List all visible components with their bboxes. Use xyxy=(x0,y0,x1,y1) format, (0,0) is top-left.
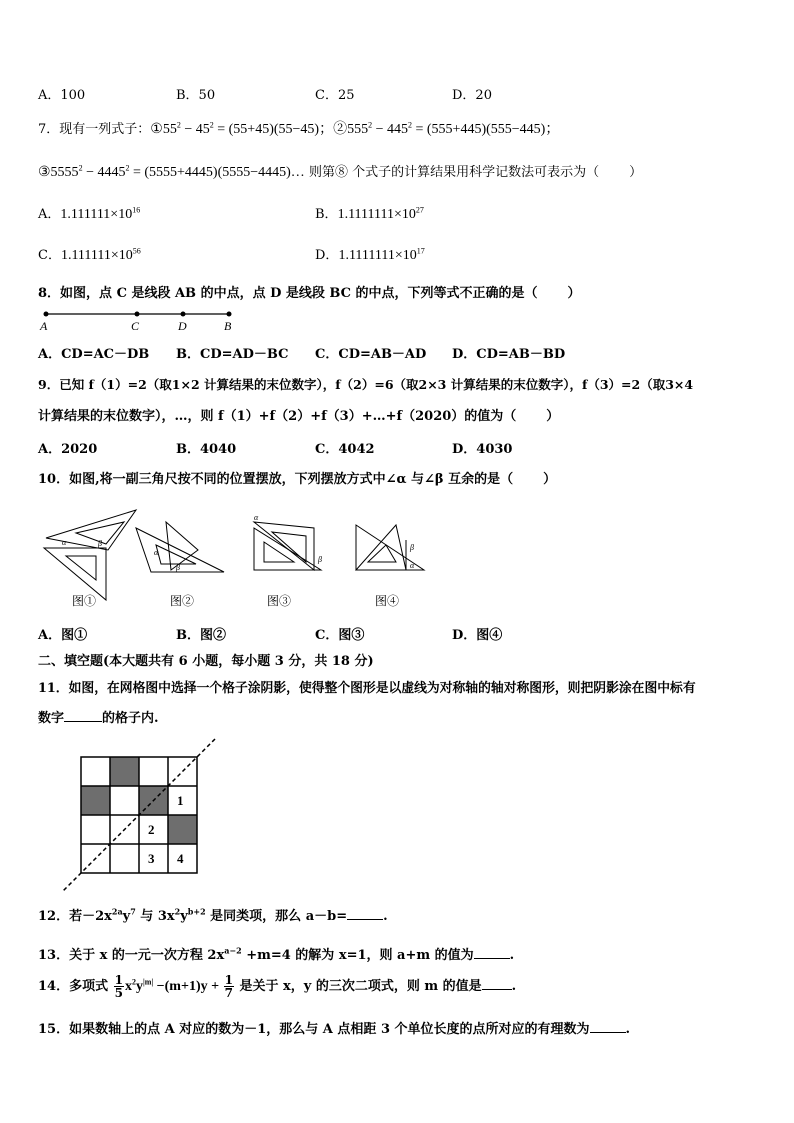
svg-text:α: α xyxy=(254,513,259,522)
q7-option-d: D．$1.1111111\times 10^{17}$ xyxy=(315,246,425,263)
q13: 13．关于 x 的一元一次方程 $2x^{a-2} +m=4$ 的解为 x=1，则 a+m 的值为 . xyxy=(38,945,515,963)
fig-label-2: 图② xyxy=(170,594,195,608)
svg-text:β: β xyxy=(176,563,180,572)
point-c xyxy=(135,312,140,317)
fig2 xyxy=(136,522,224,572)
q7-option-c: C．$1.111111\times 10^{56}$ xyxy=(38,246,141,263)
q15: 15．如果数轴上的点 A 对应的数为－1，那么与 A 点相距 3 个单位长度的点所对应的有理数为 . xyxy=(38,1022,631,1037)
q7-line2: $③5555^2 - 4445^2$ = (5555+4445)(5555−4445)… 则第⑧ 个式子的计算结果用科学记数法可表示为（ ） xyxy=(38,163,643,180)
q8-option-b: B．CD=AD－BC xyxy=(176,347,289,362)
q7-item1: $①55^2 - 45^2 = (55+45)(55-45)$； xyxy=(150,120,334,137)
point-d xyxy=(181,312,186,317)
fig-label-4: 图④ xyxy=(375,594,400,608)
q10-option-c: C．图③ xyxy=(315,628,365,643)
q11-line1: 11．如图，在网格图中选择一个格子涂阴影，使得整个图形是以虚线为对称轴的轴对称图形，则把阴影涂在图中标有 xyxy=(38,681,696,696)
cell-1: 1 xyxy=(177,793,184,808)
q7-option-a: A．$1.111111\times 10^{16}$ xyxy=(38,205,141,222)
fig1 xyxy=(44,510,136,600)
point-b xyxy=(227,312,232,317)
q9-line1: 9．已知 f（1）=2（取1×2 计算结果的末位数字），f（2）=6（取2×3 计算结果的末位数字），f（3）=2（取3×4 xyxy=(38,377,694,392)
q10-option-b: B．图② xyxy=(176,628,226,643)
cell-3: 3 xyxy=(148,851,155,866)
q6-option-a: A．100 xyxy=(38,88,86,103)
svg-text:α: α xyxy=(410,561,415,570)
cell-4: 4 xyxy=(177,851,184,866)
q14: 14．多项式 $\frac{1}{5}$ $x^2y^{|m|} -(m+1)y$ + $\frac{1}{7}$ 是关于 x，y 的三次二项式，则 m 的值是 . xyxy=(38,973,517,1000)
shaded-cell xyxy=(168,815,197,844)
q7-option-b: B．$1.1111111\times 10^{27}$ xyxy=(315,205,424,222)
q9-option-b: B．4040 xyxy=(176,442,237,457)
q7-item3: $③5555^2 - 4445^2$ = (5555+4445)(5555−4445)… xyxy=(38,163,305,180)
label-d: D xyxy=(178,319,187,333)
q7-item2: $②555^2 - 445^2 = (555+445)(555-445)$； xyxy=(333,120,560,137)
q8-segment-figure xyxy=(36,306,246,334)
svg-text:β: β xyxy=(98,539,102,548)
fig-label-3: 图③ xyxy=(267,594,292,608)
q8-option-c: C．CD=AB－AD xyxy=(315,347,427,362)
q6-option-b: B．50 xyxy=(176,88,216,103)
q6-option-d: D．20 xyxy=(452,88,492,103)
q10-stem: 10．如图,将一副三角尺按不同的位置摆放，下列摆放方式中∠α 与∠β 互余的是（ ） xyxy=(38,472,557,487)
label-c: C xyxy=(131,319,140,333)
shaded-cell xyxy=(110,757,139,786)
q11-line2: 数字 的格子内. xyxy=(38,711,159,726)
q7-line1 xyxy=(38,118,559,138)
svg-text:α: α xyxy=(62,538,67,547)
q7-question: 则第⑧ 个式子的计算结果用科学记数法可表示为（ xyxy=(304,165,600,180)
point-a xyxy=(44,312,49,317)
q6-option-c: C．25 xyxy=(315,88,355,103)
shaded-cell xyxy=(81,786,110,815)
svg-text:α: α xyxy=(154,548,159,557)
section-heading: 二、填空题(本大题共有 6 小题，每小题 3 分，共 18 分) xyxy=(38,654,374,669)
label-a: A xyxy=(40,319,48,333)
q10-option-d: D．图④ xyxy=(452,628,503,643)
q9-option-c: C．4042 xyxy=(315,442,375,457)
q9-option-d: D．4030 xyxy=(452,442,513,457)
q8-option-d: D．CD=AB－BD xyxy=(452,347,566,362)
q11-grid-figure xyxy=(56,735,226,895)
q9-option-a: A．2020 xyxy=(38,442,98,457)
fig4 xyxy=(356,525,424,570)
q8-option-a: A．CD=AC－DB xyxy=(38,347,150,362)
q7-prefix: 7．现有一列式子： xyxy=(38,122,151,137)
q10-option-a: A．图① xyxy=(38,628,88,643)
svg-text:β: β xyxy=(318,555,322,564)
fig-label-1: 图① xyxy=(72,594,97,608)
q9-line2: 计算结果的末位数字），…，则 f（1）+f（2）+f（3）+…+f（2020）的值为（ ） xyxy=(38,409,560,424)
cell-2: 2 xyxy=(148,822,155,837)
label-b: B xyxy=(224,319,232,333)
fig3 xyxy=(254,513,322,570)
q12: 12．若$-2x^{2a}y^7$ 与 $3x^2y^{b+2}$ 是同类项，那么 a－b= . xyxy=(38,906,388,924)
q8-stem: 8．如图，点 C 是线段 AB 的中点，点 D 是线段 BC 的中点，下列等式不正确的是（ ） xyxy=(38,286,581,301)
svg-text:β: β xyxy=(410,543,414,552)
